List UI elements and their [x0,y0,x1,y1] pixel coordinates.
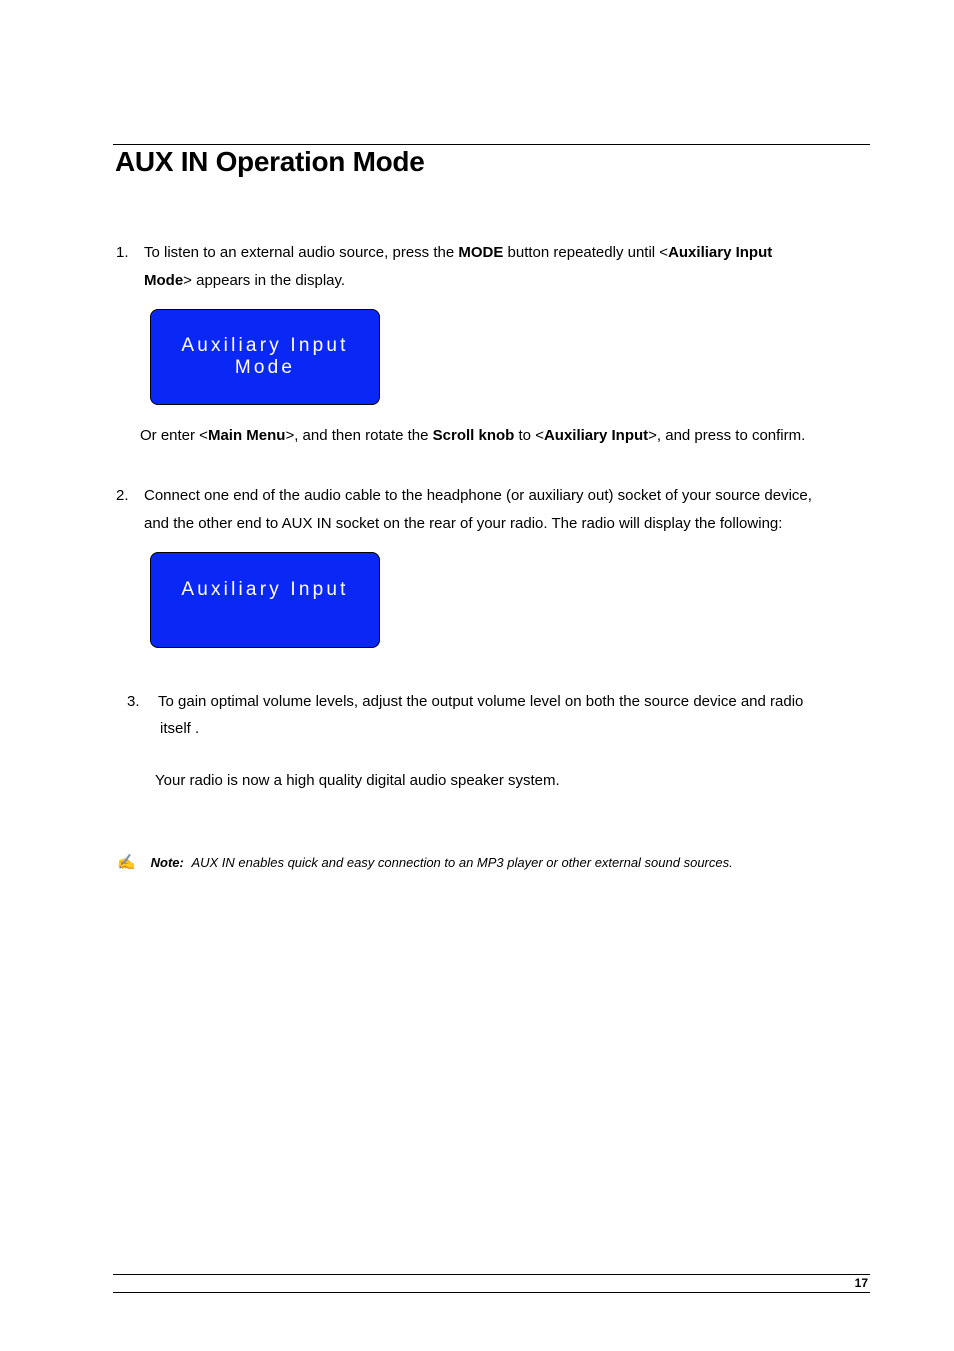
footer-rule-top [113,1274,870,1275]
main-menu-alternative: Or enter <Main Menu>, and then rotate the Scroll knob to <Auxiliary Input>, and press to confirm. [140,427,806,444]
note [117,852,733,874]
lcd-display-auxiliary-input-mode [150,309,380,405]
speaker-system-text: Your radio is now a high quality digital audio speaker system. [155,772,560,789]
step-1-text: To listen to an external audio source, press the MODE button repeatedly until <Auxiliary Input Mode> appears in the display. [144,244,773,289]
page-number: 17 [854,1276,868,1290]
step-2-text: Connect one end of the audio cable to the headphone (or auxiliary out) socket of your source device, and the other end to AUX IN socket on the rear of your radio. The radio will display the following: [144,487,812,532]
note-text: AUX IN enables quick and easy connection to an MP3 player or other external sound sources. [191,855,733,870]
step-3-text: To gain optimal volume levels, adjust the output volume level on both the source device and radio itself . [158,693,804,737]
step-1-number: 1. [116,244,129,261]
note-label: Note: [150,855,184,870]
step-2-number: 2. [116,487,129,504]
writing-hand-icon: ✍ [117,854,136,871]
header-rule [113,144,870,145]
lcd-line-1: Auxiliary Input [181,335,349,356]
lcd-display-auxiliary-input [150,552,380,648]
lcd-line-2: Mode [234,357,296,378]
footer-rule-bottom [113,1292,870,1293]
step-3-number: 3. [127,693,140,710]
page-title: AUX IN Operation Mode [115,146,425,177]
lcd-line-1: Auxiliary Input [181,579,349,600]
